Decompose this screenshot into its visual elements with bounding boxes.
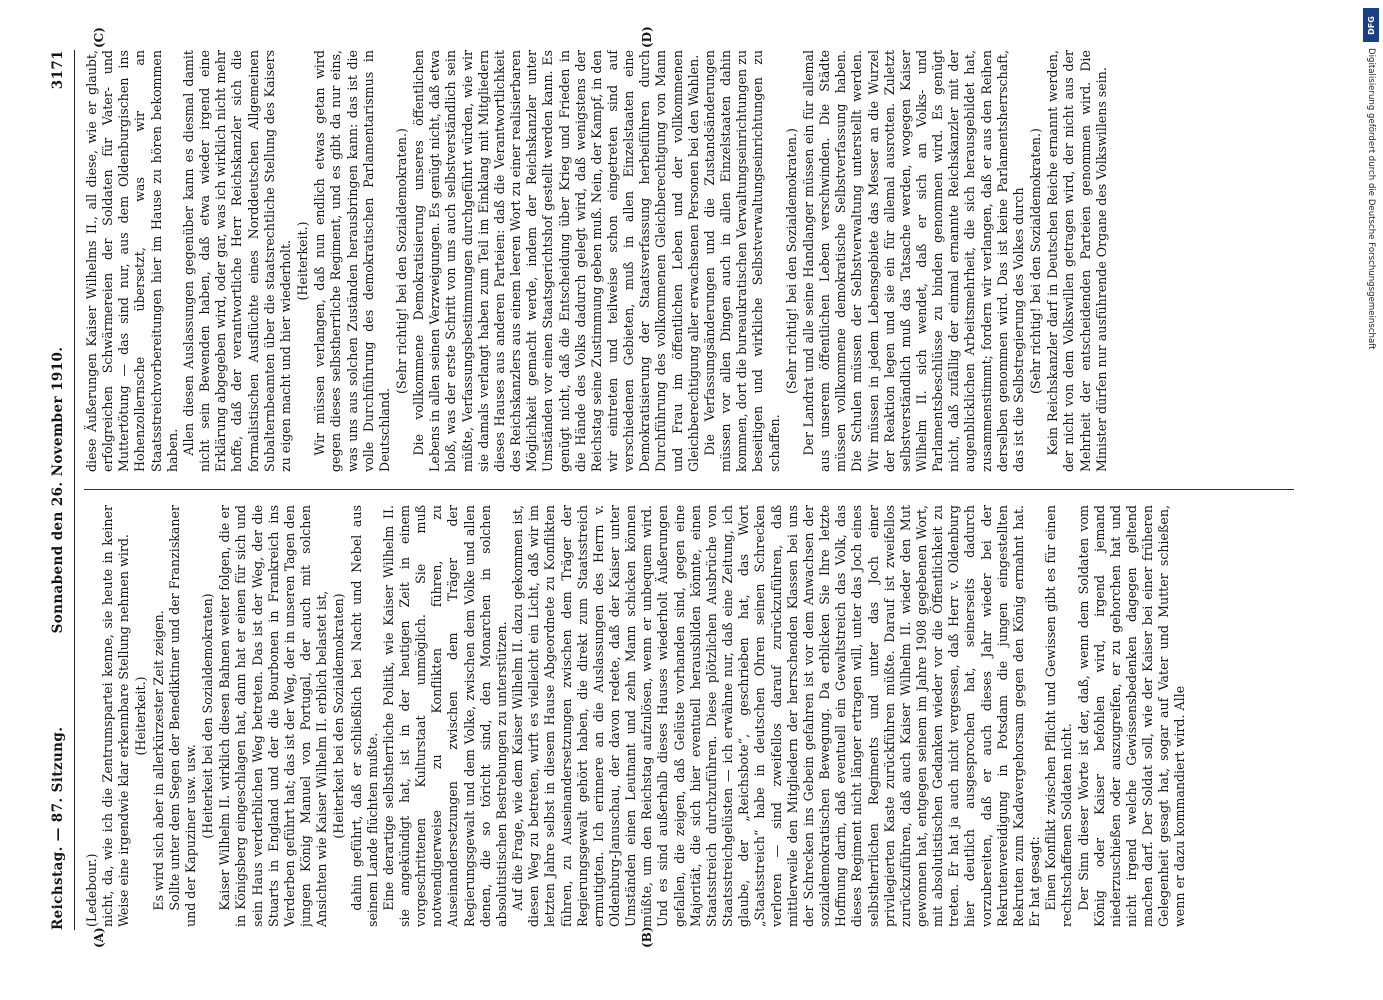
paragraph [349, 505, 381, 927]
paragraph-text: Allen diesen Auslassungen gegenüber kann es diesmal damit nicht sein Bewenden haben, daß etwa wieder irgend eine Erklärung abgegeben wird, oder gar, was ich wirklich nicht mehr hoffe, daß der verantwortliche Herr Reichskanzler sich die formalistischen Ausflüchte eines Norddeutschen Allgemeinen Subalternbeamten über die staatsrechtliche Stellung des Kaisers zu eigen macht und hier wiederholt. [180, 50, 293, 472]
interjection: (Heiterkeit bei den Sozialdemokraten) [200, 593, 216, 839]
margin-mark-d: (D) [640, 26, 654, 48]
paragraph [510, 505, 1043, 927]
paragraph-text: dahin geführt, daß er schließlich bei Nacht und Nebel aus seinem Lande flüchten mußte. [348, 505, 380, 927]
paragraph [217, 505, 330, 927]
header-page-number: 3171 [50, 50, 66, 90]
interjection: (Heiterkeit.) [133, 676, 149, 756]
paragraph-text: Kaiser Wilhelm II. wirklich diesen Bahnen weiter folgen, die er in Königsberg eingeschlagen hat, dann hat er einen für sich und sein Haus verderblichen Weg betreten. Das ist der Weg, der die Stuarts in England und der die Bourbonen in Frankreich ins Verderben geführt hat; das ist der Weg, der in unseren Tagen den jungen König Manuel von Portugal, der auch mit solchen Ansichten wie Kaiser Wilhelm II. erblich belastet ist, [217, 505, 330, 927]
speaker-name: (Ledebour.) [84, 853, 99, 927]
paragraph [312, 50, 393, 472]
margin-mark-b: (B) [640, 926, 654, 948]
paragraph-text: Der Landrat und alle seine Handlanger müssen ein für allemal aus unserem öffentlichen Leben verschwinden. Die Städte müssen vollkommene demokratische Selbstverfassung haben. Die Schulen müssen der Selbstverwaltung unterstellt werden. Wir müssen in jedem Lebensgebiete das Messer an die Wurzel der Reaktion legen und sie ein für allemal ausrotten. Zuletzt selbstverständlich muß das Tatsache werden, wogegen Kaiser Wilhelm II. sich wendet, daß er sich an Volks- und Parlamentsbeschlüsse zu binden genommen wird. Es genügt nicht, daß zufällig der einmal ernannte Reichskanzler mit der augenblicklichen Arbeitsmehrheit, die sich herausgebildet hat, zusammenstimmt; fordern wir verlangen, daß er aus den Reihen derselben genommen wird. Das ist keine Parlamentsherrschaft, das ist die Selbstregierung des Volkes durch [800, 50, 1026, 472]
dfg-logo-text: DFG [1366, 15, 1376, 35]
paragraph [411, 50, 702, 472]
interjection: (Sehr richtig! bei den Sozialdemokraten.) [1028, 128, 1044, 394]
paragraph-text: Wir müssen verlangen, daß nun endlich etwas getan wird gegen dieses selbstherrliche Regiment, und es gibt da nur eins, was uns aus solchen Zuständen herausbringen kann: das ist die volle Durchführung des demokratischen Parlamentarismus in Deutschland. [312, 50, 392, 472]
interjection: (Sehr richtig! bei den Sozialdemokraten.) [783, 128, 799, 394]
paragraph-text: Sollte unter dem Segen der Benediktiner und der Franziskaner und der Kapuziner usw. usw. [166, 505, 198, 927]
header-rule [74, 50, 75, 930]
paragraph [801, 50, 1027, 472]
interjection: (Heiterkeit bei den Sozialdemokraten) [331, 593, 347, 839]
credit-line [1363, 48, 1379, 992]
paragraph [167, 505, 199, 927]
paragraph [151, 505, 167, 927]
column-divider [84, 489, 1294, 490]
paragraph-text: Die vollkommene Demokratisierung unseres öffentlichen Lebens in allen seinen Verzweigungen. Es genügt nicht, daß etwa bloß, was der erste Schritt von uns auch selbstverständlich sein müßte, Verfassungsbestimmungen durchgeführt würden, wie wir sie damals verlangt haben zum Teil im Einklang mit Mitgliedern dieses Hauses aus anderen Parteien: daß die Verantwortlichkeit des Reichskanzlers aus einem leeren Wort zu einer realisierbaren Möglichkeit gemacht werde, indem der Reichskanzler unter Umständen vor einen Staatsgerichtshof gestellt werden kann. Es genügt nicht, daß die Entscheidung über Krieg und Frieden in die Hände des Volks dadurch gelegt wird, daß wenigstens der Reichstag seine Zustimmung geben muß. Nein, der Kampf, in den wir eintreten und teilweise schon eingetreten sind auf verschiedenen Gebieten, muß in allen Einzelstaaten eine Demokratisierung der Staatsverfassung herbeiführen durch Durchführung des vollkommenen Gleichberechtigung von Mann und Frau im öffentlichen Leben und der vollkommenen Gleichberechtigung aller erwachsenen Personen bei den Wahlen. [411, 50, 701, 472]
paragraph-text: Einen Konflikt zwischen Pflicht und Gewissen gibt es für einen rechtschaffenen Soldaten nicht. [1043, 505, 1075, 927]
text-column-right [84, 50, 1294, 472]
interjection: (Heiterkeit.) [295, 221, 311, 301]
margin-mark-c: (C) [92, 27, 106, 48]
paragraph-text: diese Äußerungen Kaiser Wilhelms II., all diese, wie er glaubt, erfolgreichen Schwärmereien der Soldaten für Vater- und Muttertötung — das sind nur, aus dem Oldenburgischen ins Hohenzollernsche übersetzt, was wir an Staatsstreichvorbereitungen hier im Hause zu hören bekommen haben. [84, 50, 180, 472]
margin-mark-a: (A) [92, 927, 106, 948]
paragraph-text: Kein Reichskanzler darf in Deutschen Reiche ernannt werden, der nicht von dem Volkswillen getragen wird, der nicht aus der Mehrheit der entscheidenden Parteien genommen wird. Die Minister dürfen nur ausführende Organe des Volkswillens sein. [1045, 50, 1109, 472]
paragraph-text: Eine derartige selbstherrliche Politik, wie Kaiser Wilhelm II. sie angekündigt hat, ist in der heutigen Zeit in einem vorgeschrittenen Kulturstaat unmöglich. Sie muß notwendigerweise zu Konflikten führen, zu Auseinandersetzungen zwischen dem Träger der Regierungsgewalt und dem Volke, zwischen dem Volke und allen denen, die so töricht sind, den Monarchen in solchen absolutistischen Bestrebungen zu unterstützen. [380, 505, 509, 927]
paragraph [1076, 505, 1189, 927]
header-chamber-and-session: Reichstag. — 87. Sitzung. [50, 726, 66, 930]
text-column-left [84, 505, 1294, 927]
header-date: Sonnabend den 26. November 1910. [50, 346, 66, 634]
paragraph-text: Der Sinn dieser Worte ist der, daß, wenn dem Soldaten vom König oder Kaiser befohlen wird, irgend jemand niederzuschießen oder auszugreifen, er zu gehorchen hat und nicht irgend welche Gewissensbedenken dagegen geltend machen darf. Der Soldat soll, wie der Kaiser bei einer früheren Gelegenheit gesagt hat, sogar auf Vater und Mutter schießen, wenn er dazu kommandiert wird. Alle [1075, 505, 1188, 927]
paragraph [1045, 50, 1110, 472]
page-header [50, 50, 72, 930]
paragraph [1043, 505, 1075, 927]
paragraph [702, 50, 783, 472]
paragraph-text: Es wird sich aber in allerkürzester Zeit zeigen. [150, 610, 166, 911]
paragraph-text: nicht, da, wie ich die Zentrumspartei kenne, sie heute in keiner Weise eine irgendwie klar erkennbare Stellung nehmen wird. [100, 505, 132, 927]
interjection: (Sehr richtig! bei den Sozialdemokraten.) [393, 128, 409, 394]
dfg-logo [1363, 8, 1379, 42]
paragraph-text: Auf die Frage, wie dem Kaiser Wilhelm II. dazu gekommen ist, diesen Weg zu betreten, wirft es vielleicht ein Licht, daß wir im letzten Jahre selbst in diesem Hause Abgeordnete zu Konflikten führen, zu Auseinandersetzungen zwischen dem Träger der Regierungsgewalt gehört haben, die direkt zum Staatsstreich ermutigten. Ich erinnere an die Auslassungen des Herrn v. Oldenburg-Januschau, der davon redete, daß der Kaiser unter Umständen einen Leutnant und zehn Mann schicken können müßte, um den Reichstag aufzulösen, wenn er unbequem wird. Und es sind außerhalb dieses Hauses wiederholt Äußerungen gefallen, die zeigen, daß Gelüste vorhanden sind, gegen eine Majorität, die sich hier eventuell herausbilden könnte, einen Staatsstreich durchzuführen. Diese plötzlichen Ausbrüche von Staatsstreichgelüsten — ich erwähne nur, daß eine Zeitung, ich glaube, der „Reichsbote“, geschrieben hat, das Wort „Staatsstreich“ habe in deutschen Ohren seinen Schrecken verloren — sind zweifellos darauf zurückzuführen, daß mittlerweile den Mitgliedern der herrschenden Klassen bei uns der Schrecken ins Gebein gefahren ist vor dem Anwachsen der sozialdemokratischen Bewegung. Da erblicken Sie Ihre letzte Hoffnung darin, daß eventuell ein Gewaltstreich das Volk, das dieses Regiment nicht länger ertragen will, unter das Joch eines selbstherrlichen Regiments und unter das Joch einer privilegierten Kaste zurückführen müßte. Darauf ist zweifellos zurückzuführen, daß auch Kaiser Wilhelm II. wieder den Mut gewonnen hat, entgegen seinem im Jahre 1908 gegebenen Wort, mit absolutistischen Gedanken wieder vor die Öffentlichkeit zu treten. Er hat ja auch nicht vergessen, daß Herr v. Oldenburg hier deutlich ausgesprochen hat, seinerseits dadurch vorzubereiten, daß er auch dieses Jahr wieder bei der Rekrutenvereidigung in Potsdam die jungen eingestellten Rekruten zum Kadavergehorsam gegen den König ermahnt hat. Er hat gesagt: [510, 505, 1043, 927]
paragraph-text: Die Verfassungsänderungen und die Zustandsänderungen müssen vor allen Dingen auch in allen Einzelstaaten dahin kommen, dort die bureaukratischen Verwaltungseinrichtungen zu beseitigen und wirkliche Selbstverwaltungseinrichtungen zu schaffen. [701, 50, 782, 472]
digitization-credit [1363, 8, 1379, 992]
paragraph [84, 50, 181, 472]
paragraph [381, 505, 510, 927]
paragraph [181, 50, 294, 472]
paragraph [84, 505, 132, 927]
credit-line-text: Digitalisierung gefördert durch die Deutsche Forschungsgemeinschaft [1366, 48, 1376, 350]
